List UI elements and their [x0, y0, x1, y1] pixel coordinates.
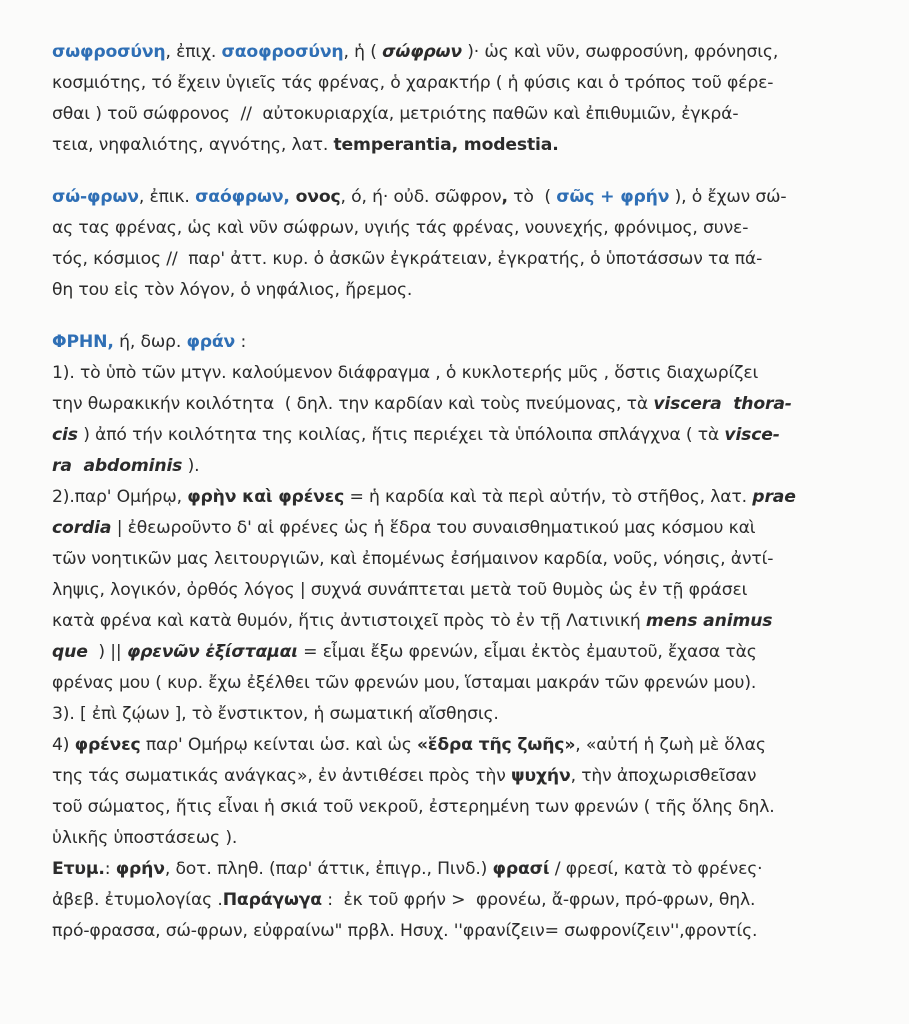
headword: σαόφρων,	[195, 187, 290, 207]
text-line	[52, 327, 872, 358]
emphasis-text: φρήν	[115, 859, 165, 879]
body-text: τῶν νοητικῶν μας λειτουργιῶν, καὶ ἐπομένως ἐσήμαινον καρδία, νοῦς, νόησις, ἀντί-	[52, 549, 774, 569]
body-text: τὸ (	[507, 187, 557, 207]
body-text: θη του εἰς τὸν λόγον, ὁ νηφάλιος, ἤρεμος.	[52, 280, 413, 300]
emphasis-text: «ἕδρα τῆς ζωῆς»	[416, 735, 576, 755]
text-line	[52, 513, 872, 544]
text-line	[52, 358, 872, 389]
emphasis-text: viscera thora-	[653, 394, 792, 414]
body-text: τοῦ σώματος, ἥτις εἶναι ἡ σκιά τοῦ νεκροῦ, ἐστερημένη των φρενών ( τῆς ὅλης δηλ.	[52, 797, 775, 817]
body-text: 3). [ ἐπὶ ζῴων ], τὸ ἔνστικτον, ἡ σωματική αἴσθησις.	[52, 704, 499, 724]
body-text: πρό-φρασσα, σώ-φρων, εὐφραίνω" πρβλ. Ησυχ. ''φρανίζειν= σωφρονίζειν'',φροντίς.	[52, 921, 758, 941]
body-text: = εἶμαι ἔξω φρενών, εἶμαι ἐκτὸς ἐμαυτοῦ, ἔχασα τὰς	[297, 642, 757, 662]
text-line	[52, 275, 872, 306]
body-text: ) ||	[87, 642, 127, 662]
entry-sophron	[52, 182, 872, 306]
text-line	[52, 916, 872, 947]
body-text: ὑλικῆς ὑποστάσεως ).	[52, 828, 238, 848]
headword: φράν	[186, 332, 236, 352]
emphasis-text: temperantia, modestia.	[333, 135, 559, 155]
body-text: :	[235, 332, 247, 352]
body-text: ή, δωρ.	[113, 332, 187, 352]
body-text: , ἐπιχ.	[165, 42, 222, 62]
text-line	[52, 885, 872, 916]
text-line	[52, 389, 872, 420]
body-text: ) ἀπό τήν κοιλότητα της κοιλίας, ἥτις περιέχει τὰ ὑπόλοιπα σπλάγχνα ( τὰ	[77, 425, 725, 445]
emphasis-text: Ετυμ.	[52, 859, 105, 879]
headword: σώ-φρων	[52, 187, 139, 207]
body-text: , δοτ. πληθ. (παρ' άττικ, ἐπιγρ., Πινδ.)	[164, 859, 493, 879]
body-text: , ό, ή· οὐδ. σῶφρον	[340, 187, 502, 207]
body-text: 2).παρ' Ομήρῳ,	[52, 487, 188, 507]
text-line	[52, 730, 872, 761]
emphasis-text: ra abdominis	[52, 456, 183, 476]
body-text: | ἐθεωροῦντο δ' αἱ φρένες ὡς ἡ ἕδρα του συναισθηματικού μας κόσμου καὶ	[111, 518, 756, 538]
body-text: , ἐπικ.	[138, 187, 196, 207]
emphasis-text: φρὴν καὶ φρένες	[187, 487, 345, 507]
body-text: = ἡ καρδία καὶ τὰ περὶ αὐτήν, τὸ στῆθος, λατ.	[344, 487, 753, 507]
text-line	[52, 68, 872, 99]
body-text: ληψις, λογικόν, ὀρθός λόγος | συχνά συνάπτεται μετὰ τοῦ θυμὸς ὡς ἐν τῇ φράσει	[52, 580, 748, 600]
emphasis-text: mens animus	[645, 611, 773, 631]
emphasis-text: ονος	[289, 187, 341, 207]
emphasis-text: ψυχήν	[511, 766, 571, 786]
body-text: τός, κόσμιος // παρ' ἀττ. κυρ. ὁ ἀσκῶν ἐγκράτειαν, ἐγκρατής, ὁ ὑποτάσσων τα πά-	[52, 249, 763, 269]
body-text: κατὰ φρένα καὶ κατὰ θυμόν, ἥτις ἀντιστοιχεῖ πρὸς τὸ ἐν τῇ Λατινική	[52, 611, 646, 631]
headword: σῶς + φρήν	[556, 187, 670, 207]
text-line	[52, 668, 872, 699]
text-line	[52, 699, 872, 730]
body-text: , ἡ (	[343, 42, 383, 62]
emphasis-text: ,	[501, 187, 508, 207]
emphasis-text: φρενῶν ἐξίσταμαι	[126, 642, 298, 662]
text-line	[52, 482, 872, 513]
text-line	[52, 244, 872, 275]
headword: ΦΡΗΝ,	[52, 332, 114, 352]
body-text: τεια, νηφαλιότης, αγνότης, λατ.	[52, 135, 334, 155]
body-text: : ἐκ τοῦ φρήν > φρονέω, ἄ-φρων, πρό-φρων, θηλ.	[321, 890, 756, 910]
entry-sophrosyne	[52, 37, 872, 161]
text-line	[52, 130, 872, 161]
text-line	[52, 575, 872, 606]
body-text: κοσμιότης, τό ἔχειν ὑγιεῖς τάς φρένας, ὁ χαρακτήρ ( ἡ φύσις και ὁ τρόπος τοῦ φέρε-	[52, 73, 774, 93]
body-text: ἀβεβ. ἐτυμολογίας .	[52, 890, 223, 910]
body-text: :	[104, 859, 116, 879]
text-line	[52, 213, 872, 244]
body-text: της τάς σωματικάς ανάγκας», ἐν ἀντιθέσει πρὸς τὴν	[52, 766, 512, 786]
body-text: σθαι ) τοῦ σώφρονος // αὐτοκυριαρχία, μετριότης παθῶν καὶ ἐπιθυμιῶν, ἐγκρά-	[52, 104, 739, 124]
body-text: , τὴν ἀποχωρισθεῖσαν	[570, 766, 757, 786]
emphasis-text: prae	[752, 487, 796, 507]
body-text: 1). τὸ ὑπὸ τῶν μτγν. καλούμενον διάφραγμα , ὁ κυκλοτερής μῦς , ὅστις διαχωρίζει	[52, 363, 759, 383]
text-line	[52, 451, 872, 482]
text-line	[52, 182, 872, 213]
emphasis-text: que	[52, 642, 88, 662]
headword: σαοφροσύνη	[221, 42, 344, 62]
text-line	[52, 606, 872, 637]
emphasis-text: cordia	[52, 518, 112, 538]
emphasis-text: cis	[52, 425, 78, 445]
body-text: ας τας φρένας, ὡς καὶ νῦν σώφρων, υγιής τάς φρένας, νουνεχής, φρόνιμος, συνε-	[52, 218, 749, 238]
text-line	[52, 792, 872, 823]
text-line	[52, 544, 872, 575]
emphasis-text: σώφρων	[382, 42, 462, 62]
body-text: 4)	[52, 735, 75, 755]
body-text: )· ὡς καὶ νῦν, σωφροσύνη, φρόνησις,	[461, 42, 779, 62]
body-text: , «αὐτή ἡ ζωὴ μὲ ὅλας	[575, 735, 766, 755]
emphasis-text: Παράγωγα	[222, 890, 322, 910]
text-line	[52, 761, 872, 792]
body-text: παρ' Ομήρῳ κείνται ὡσ. καὶ ὡς	[140, 735, 417, 755]
headword: σωφροσύνη	[52, 42, 166, 62]
body-text: ).	[182, 456, 200, 476]
text-line	[52, 637, 872, 668]
text-line	[52, 99, 872, 130]
body-text: την θωρακικήν κοιλότητα ( δηλ. την καρδίαν καὶ τοὺς πνεύμονας, τὰ	[52, 394, 654, 414]
emphasis-text: φρένες	[74, 735, 141, 755]
entry-phren	[52, 327, 872, 947]
text-line	[52, 823, 872, 854]
text-line	[52, 420, 872, 451]
body-text: ), ὁ ἔχων σώ-	[669, 187, 787, 207]
emphasis-text: visce-	[724, 425, 780, 445]
body-text: φρένας μου ( κυρ. ἔχω ἐξέλθει τῶν φρενών μου, ἵσταμαι μακράν τῶν φρενών μου).	[52, 673, 757, 693]
text-line	[52, 854, 872, 885]
emphasis-text: φρασί	[492, 859, 550, 879]
text-line	[52, 37, 872, 68]
body-text: / φρεσί, κατὰ τὸ φρένες·	[549, 859, 763, 879]
